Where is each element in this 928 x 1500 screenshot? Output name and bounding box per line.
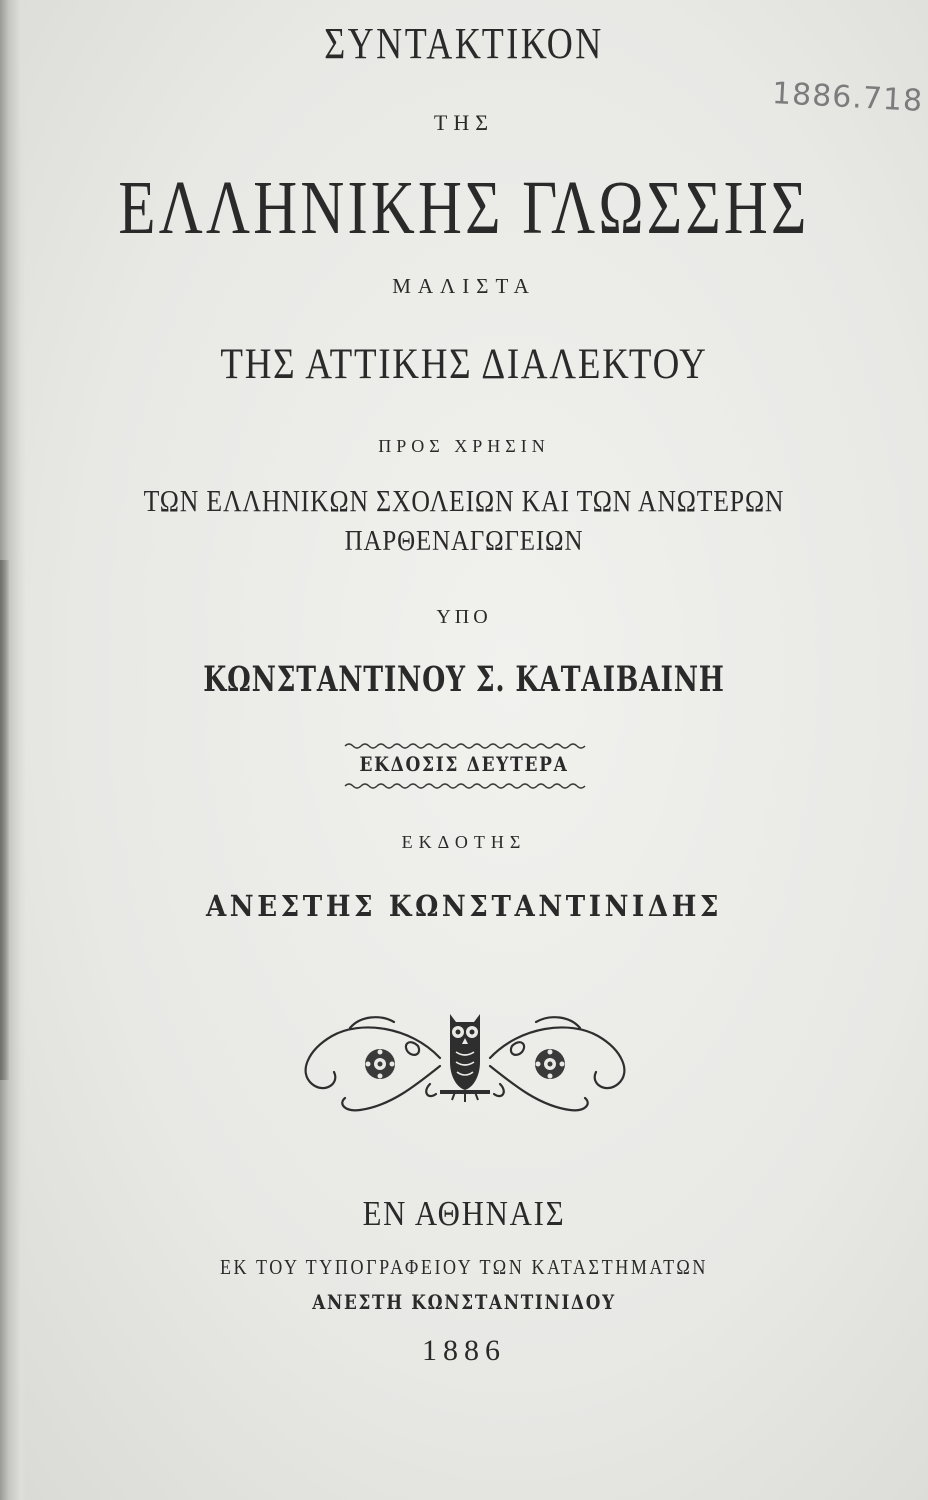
by-label: ΥΠΟ bbox=[436, 606, 492, 628]
imprint-printer-line-1: ΕΚ ΤΟΥ ΤΥΠΟΓΡΑΦΕΙΟΥ ΤΩΝ ΚΑΤΑΣΤΗΜΑΤΩΝ bbox=[219, 1255, 709, 1279]
shelfmark-annotation: 1886.718 bbox=[771, 76, 924, 119]
purpose-line-1: ΠΡΟΣ ΧΡΗΣΙΝ bbox=[378, 436, 550, 456]
imprint-year: 1886 bbox=[422, 1334, 506, 1367]
author-name: ΚΩΝΣΤΑΝΤΙΝΟΥ Σ. ΚΑΤΑΙΒΑΙΝΗ bbox=[203, 659, 725, 700]
edition-label: ΕΚΔΟΣΙΣ ΔΕΥΤΕΡΑ bbox=[359, 752, 569, 776]
owl-ornament-icon bbox=[290, 1006, 640, 1116]
purpose-line-3: ΠΑΡΘΕΝΑΓΩΓΕΙΩΝ bbox=[344, 525, 584, 557]
publisher-name: ΑΝΕΣΤΗΣ ΚΩΝΣΤΑΝΤΙΝΙΔΗΣ bbox=[205, 889, 723, 923]
title-line-4: ΜΑΛΙΣΤΑ bbox=[392, 274, 536, 298]
title-line-3: ΕΛΛΗΝΙΚΗΣ ΓΛΩΣΣΗΣ bbox=[118, 166, 810, 250]
title-line-2: ΤΗΣ bbox=[433, 110, 495, 135]
edition-rule-top bbox=[345, 741, 585, 751]
imprint-printer-line-2: ΑΝΕΣΤΗ ΚΩΝΣΤΑΝΤΙΝΙΔΟΥ bbox=[312, 1290, 616, 1314]
purpose-line-2: ΤΩΝ ΕΛΛΗΝΙΚΩΝ ΣΧΟΛΕΙΩΝ ΚΑΙ ΤΩΝ ΑΝΩΤΕΡΩΝ bbox=[143, 483, 785, 518]
imprint-place: ΕΝ ΑΘΗΝΑΙΣ bbox=[362, 1194, 566, 1233]
publisher-label: ΕΚΔΟΤΗΣ bbox=[401, 832, 527, 852]
edition-rule-bottom bbox=[345, 781, 585, 791]
page-binding-shadow bbox=[0, 560, 10, 1080]
title-line-5: ΤΗΣ ΑΤΤΙΚΗΣ ΔΙΑΛΕΚΤΟΥ bbox=[220, 341, 708, 388]
title-line-1: ΣΥΝΤΑΚΤΙΚΟΝ bbox=[324, 19, 604, 68]
